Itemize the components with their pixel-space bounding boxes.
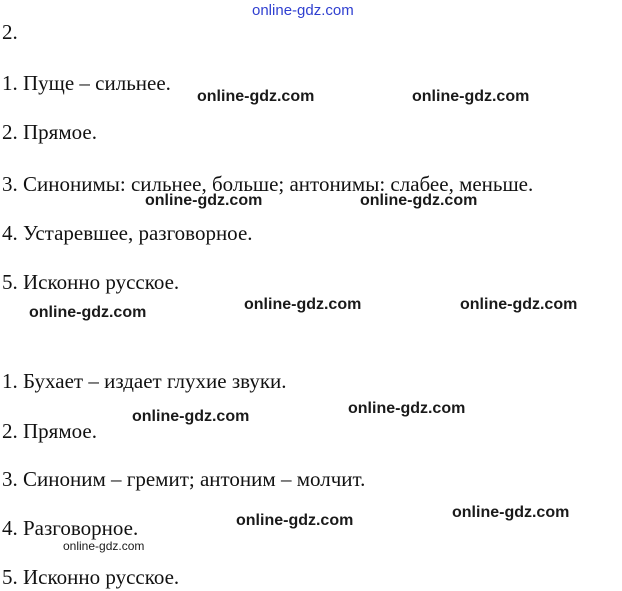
answer-line: 1. Пуще – сильнее.	[2, 71, 171, 95]
answer-line: 5. Исконно русское.	[2, 565, 180, 589]
answer-line: 2. Прямое.	[2, 120, 97, 144]
watermark: online-gdz.com	[348, 400, 466, 417]
watermark: online-gdz.com	[29, 304, 147, 321]
answer-line: 5. Исконно русское.	[2, 270, 180, 294]
answer-line: 3. Синоним – гремит; антоним – молчит.	[2, 467, 366, 491]
watermark: online-gdz.com	[244, 296, 362, 313]
answer-line: 4. Устаревшее, разговорное.	[2, 221, 253, 245]
watermark: online-gdz.com	[145, 192, 263, 209]
answer-line: 1. Бухает – издает глухие звуки.	[2, 369, 287, 393]
answer-line: 4. Разговорное.	[2, 516, 139, 540]
watermark: online-gdz.com	[360, 192, 478, 209]
watermark: online-gdz.com	[460, 296, 578, 313]
answer-line: 3. Синонимы: сильнее, больше; антонимы: слабее, меньше.	[2, 172, 534, 196]
watermark-top: online-gdz.com	[252, 2, 354, 19]
watermark: online-gdz.com	[412, 88, 530, 105]
watermark: online-gdz.com	[197, 88, 315, 105]
watermark: online-gdz.com	[132, 408, 250, 425]
watermark: online-gdz.com	[452, 504, 570, 521]
watermark-small: online-gdz.com	[63, 539, 145, 553]
answer-line: 2. Прямое.	[2, 419, 97, 443]
watermark: online-gdz.com	[236, 512, 354, 529]
task-number: 2.	[2, 20, 18, 44]
